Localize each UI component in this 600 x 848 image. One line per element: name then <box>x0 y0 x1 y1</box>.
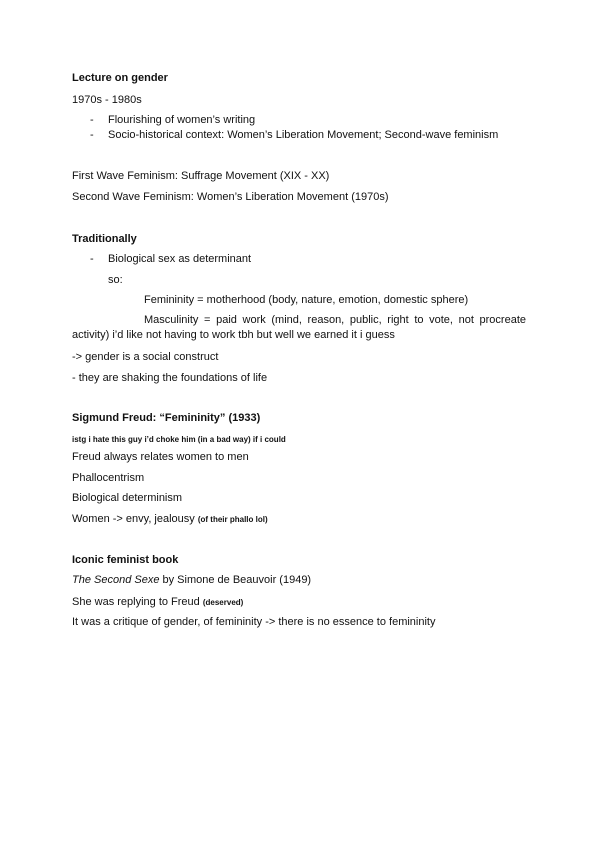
masculinity-line-1: Masculinity = paid work (mind, reason, public, right to vote, not procreate <box>144 314 526 326</box>
heading-traditionally: Traditionally <box>72 233 137 245</box>
bullet-marker: - <box>90 129 94 141</box>
book-line <box>72 574 311 587</box>
replying-note: (deserved) <box>202 598 244 607</box>
masculinity-line-2: activity) i’d like not having to work tbh but well we earned it i guess <box>72 329 395 341</box>
period-text: 1970s - 1980s <box>72 94 142 106</box>
bullet-item: Biological sex as determinant <box>108 253 252 265</box>
women-envy-text: Women -> envy, jealousy <box>72 513 195 525</box>
women-envy-note: (of their phallo lol) <box>197 515 268 524</box>
so-label: so: <box>108 274 123 286</box>
book-title: The Second Sexe <box>72 574 160 586</box>
replying-line <box>72 596 243 609</box>
critique-text: It was a critique of gender, of femininity -> there is no essence to femininity <box>72 616 436 628</box>
social-construct-text: -> gender is a social construct <box>72 351 219 363</box>
freud-relates-text: Freud always relates women to men <box>72 451 249 463</box>
phallocentrism-text: Phallocentrism <box>72 472 145 484</box>
bullet-item: Socio-historical context: Women’s Liberation Movement; Second-wave feminism <box>108 129 499 141</box>
bio-determinism-text: Biological determinism <box>72 492 183 504</box>
first-wave-text: First Wave Feminism: Suffrage Movement (XIX - XX) <box>72 170 330 182</box>
replying-text: She was replying to Freud <box>72 596 200 608</box>
heading-book: Iconic feminist book <box>72 554 179 566</box>
foundations-text: - they are shaking the foundations of life <box>72 372 268 384</box>
heading-lecture: Lecture on gender <box>72 72 168 84</box>
heading-freud: Sigmund Freud: “Femininity” (1933) <box>72 412 261 424</box>
freud-comment: istg i hate this guy i’d choke him (in a bad way) if i could <box>72 435 286 444</box>
bullet-item: Flourishing of women’s writing <box>108 114 256 126</box>
book-author: by Simone de Beauvoir (1949) <box>159 574 312 586</box>
bullet-marker: - <box>90 114 94 126</box>
femininity-line: Femininity = motherhood (body, nature, emotion, domestic sphere) <box>144 294 469 306</box>
women-envy-line <box>72 513 268 526</box>
masculinity-paragraph <box>72 313 526 343</box>
second-wave-text: Second Wave Feminism: Women’s Liberation Movement (1970s) <box>72 191 389 203</box>
bullet-marker: - <box>90 253 94 265</box>
